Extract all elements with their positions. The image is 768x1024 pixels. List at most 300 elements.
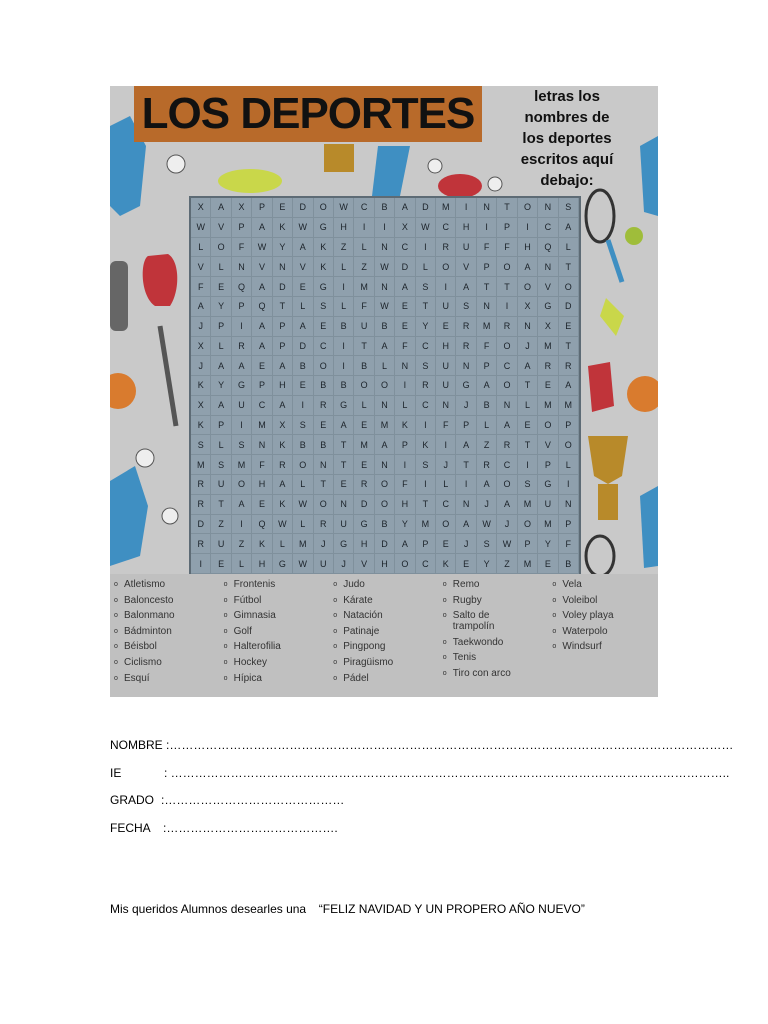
grid-cell: W	[191, 218, 211, 238]
grid-cell: N	[477, 198, 497, 218]
grid-cell: E	[518, 416, 538, 436]
grid-cell: C	[252, 396, 272, 416]
grid-cell: Z	[354, 257, 374, 277]
word-label: Ciclismo	[124, 656, 162, 668]
grid-cell: A	[559, 376, 579, 396]
grid-cell: A	[211, 396, 231, 416]
grid-cell: O	[497, 475, 517, 495]
grid-cell: P	[559, 416, 579, 436]
grid-cell: U	[436, 297, 456, 317]
grid-cell: J	[497, 515, 517, 535]
grid-cell: M	[191, 455, 211, 475]
grid-cell: R	[436, 238, 456, 258]
grid-cell: F	[252, 455, 272, 475]
grid-cell: W	[477, 515, 497, 535]
bullet-icon: o	[552, 643, 557, 651]
grid-cell: M	[538, 337, 558, 357]
grid-cell: M	[559, 396, 579, 416]
grid-cell: V	[293, 257, 313, 277]
grid-cell: E	[354, 455, 374, 475]
grid-cell: P	[273, 337, 293, 357]
word-column	[110, 574, 220, 697]
grid-cell: Y	[211, 297, 231, 317]
grid-cell: K	[191, 416, 211, 436]
grid-cell: X	[538, 317, 558, 337]
grid-cell: J	[436, 455, 456, 475]
word-list-item	[333, 579, 439, 590]
word-label: Remo	[452, 579, 480, 590]
grid-cell: E	[538, 554, 558, 574]
bag-right-icon	[640, 486, 658, 568]
grid-cell: S	[293, 416, 313, 436]
grid-cell: O	[559, 277, 579, 297]
grid-cell: D	[273, 277, 293, 297]
bullet-icon: o	[442, 581, 447, 588]
bullet-icon: o	[223, 643, 228, 651]
grid-cell: H	[354, 534, 374, 554]
grid-cell: C	[395, 238, 415, 258]
word-label: Rugby	[452, 594, 482, 606]
grid-cell: H	[334, 218, 354, 238]
grid-cell: P	[497, 218, 517, 238]
grid-cell: N	[497, 396, 517, 416]
grid-cell: Y	[477, 554, 497, 574]
word-list-item	[114, 657, 220, 668]
rugby-ball-icon	[218, 169, 282, 193]
grid-cell: I	[559, 475, 579, 495]
grid-cell: D	[416, 198, 436, 218]
grid-cell: A	[518, 257, 538, 277]
grid-cell: I	[518, 218, 538, 238]
grid-cell: L	[559, 455, 579, 475]
grid-cell: Q	[232, 277, 252, 297]
grid-cell: O	[375, 495, 395, 515]
grid-cell: J	[477, 495, 497, 515]
golf-ball-top-icon	[428, 159, 442, 173]
grid-cell: O	[293, 455, 313, 475]
grid-cell: U	[354, 317, 374, 337]
word-list-item	[224, 641, 330, 652]
grid-cell: R	[273, 455, 293, 475]
grid-cell: L	[334, 257, 354, 277]
grid-cell: B	[354, 356, 374, 376]
word-label: Natación	[343, 610, 383, 622]
grid-cell: O	[314, 356, 334, 376]
grid-cell: F	[191, 277, 211, 297]
grid-cell: I	[232, 416, 252, 436]
bullet-icon: o	[552, 612, 557, 620]
word-list	[110, 574, 658, 697]
grid-cell: G	[538, 475, 558, 495]
instruction-line: debajo:	[540, 172, 594, 189]
grid-cell: R	[232, 337, 252, 357]
grid-cell: U	[211, 534, 231, 554]
grid-cell: A	[273, 356, 293, 376]
grid-cell: N	[252, 435, 272, 455]
bullet-icon: o	[333, 612, 338, 620]
grid-cell: T	[559, 337, 579, 357]
grid-cell: O	[518, 198, 538, 218]
word-list-item	[114, 641, 220, 652]
grid-cell: O	[314, 495, 334, 515]
grid-cell: N	[314, 455, 334, 475]
word-label: Gimnasia	[233, 610, 276, 622]
grid-cell: H	[252, 475, 272, 495]
grid-cell: K	[416, 435, 436, 455]
grid-cell: D	[559, 297, 579, 317]
ie-label: IE	[110, 766, 122, 780]
grid-cell: A	[252, 337, 272, 357]
word-label: Voleibol	[562, 594, 598, 606]
grid-cell: L	[273, 534, 293, 554]
grid-cell: N	[334, 495, 354, 515]
bullet-icon: o	[442, 669, 447, 677]
grid-cell: O	[497, 257, 517, 277]
grid-cell: T	[354, 337, 374, 357]
bullet-icon: o	[223, 627, 228, 635]
grid-cell: A	[232, 495, 252, 515]
grid-cell: C	[538, 218, 558, 238]
grid-cell: A	[395, 277, 415, 297]
grid-cell: S	[559, 198, 579, 218]
word-label: Hípica	[233, 672, 262, 684]
word-list-item	[224, 673, 330, 684]
word-list-item	[443, 668, 549, 679]
grid-cell: S	[232, 435, 252, 455]
grid-cell: A	[375, 435, 395, 455]
grid-cell: A	[293, 317, 313, 337]
punching-bag-icon	[110, 261, 128, 331]
grid-cell: R	[559, 356, 579, 376]
word-label: Taekwondo	[452, 636, 504, 648]
grid-cell: E	[456, 554, 476, 574]
grid-cell: U	[456, 238, 476, 258]
grid-cell: A	[395, 534, 415, 554]
glove-right-icon	[640, 136, 658, 216]
grid-cell: T	[518, 435, 538, 455]
grid-cell: L	[395, 396, 415, 416]
instruction-line: escritos aquí	[520, 151, 614, 168]
grid-cell: E	[293, 277, 313, 297]
grid-cell: U	[436, 376, 456, 396]
word-label: Judo	[343, 579, 365, 590]
trophy-small-icon	[324, 144, 354, 172]
letter-grid	[189, 196, 581, 576]
grid-cell: C	[354, 198, 374, 218]
grid-cell: L	[293, 475, 313, 495]
nombre-label: NOMBRE	[110, 738, 163, 752]
grid-cell: N	[477, 297, 497, 317]
grid-cell: Z	[334, 238, 354, 258]
grid-cell: E	[252, 356, 272, 376]
grid-cell: D	[395, 257, 415, 277]
grid-cell: F	[497, 238, 517, 258]
grid-cell: A	[232, 356, 252, 376]
word-label: Baloncesto	[124, 594, 174, 606]
grid-cell: I	[293, 396, 313, 416]
word-list-item	[333, 657, 439, 668]
grado-field	[110, 793, 344, 807]
grid-cell: N	[375, 396, 395, 416]
word-label: Kárate	[343, 594, 373, 606]
grid-cell: Q	[538, 238, 558, 258]
grid-cell: I	[334, 356, 354, 376]
grid-cell: M	[232, 455, 252, 475]
bullet-icon: o	[552, 627, 557, 635]
grid-cell: A	[293, 238, 313, 258]
grid-cell: G	[314, 218, 334, 238]
golf-ball-icon	[167, 155, 185, 173]
grid-cell: A	[191, 297, 211, 317]
grid-cell: M	[477, 317, 497, 337]
grid-cell: P	[477, 356, 497, 376]
grid-cell: K	[395, 416, 415, 436]
grid-cell: X	[395, 218, 415, 238]
grid-cell: Y	[273, 238, 293, 258]
word-label: Vela	[562, 579, 582, 590]
grid-cell: E	[334, 475, 354, 495]
word-list-item	[224, 595, 330, 606]
grid-cell: R	[477, 455, 497, 475]
grid-cell: O	[436, 257, 456, 277]
grid-cell: U	[334, 515, 354, 535]
grid-cell: R	[538, 356, 558, 376]
grid-cell: B	[375, 317, 395, 337]
grid-cell: B	[559, 554, 579, 574]
grid-cell: B	[314, 376, 334, 396]
trophy-icon	[588, 436, 628, 484]
word-column	[220, 574, 330, 697]
grid-cell: B	[293, 356, 313, 376]
grid-cell: A	[211, 356, 231, 376]
grid-cell: F	[477, 337, 497, 357]
tennis-racket-icon	[586, 190, 614, 242]
grid-cell: V	[456, 257, 476, 277]
grid-cell: N	[456, 356, 476, 376]
grid-cell: R	[497, 317, 517, 337]
grid-cell: M	[416, 515, 436, 535]
grid-cell: V	[354, 554, 374, 574]
grid-cell: N	[232, 257, 252, 277]
grid-cell: I	[456, 475, 476, 495]
word-label: Voley playa	[562, 610, 614, 622]
grid-cell: J	[191, 356, 211, 376]
grid-cell: A	[497, 416, 517, 436]
grid-cell: H	[273, 376, 293, 396]
grid-cell: A	[477, 475, 497, 495]
grid-cell: Y	[416, 317, 436, 337]
word-list-item	[333, 626, 439, 637]
bullet-icon: o	[333, 596, 338, 604]
grid-cell: N	[456, 495, 476, 515]
grid-cell: P	[416, 534, 436, 554]
grid-cell: A	[456, 277, 476, 297]
grid-cell: Z	[232, 534, 252, 554]
word-list-item	[443, 610, 549, 632]
grid-cell: F	[354, 297, 374, 317]
grid-cell: A	[518, 356, 538, 376]
grid-cell: L	[191, 238, 211, 258]
fecha-line: :…………………………………….	[163, 821, 338, 835]
word-label: Atletismo	[124, 579, 166, 590]
word-label: Golf	[233, 625, 252, 637]
grid-cell: F	[395, 337, 415, 357]
grid-cell: I	[375, 218, 395, 238]
grid-cell: M	[436, 198, 456, 218]
grid-cell: A	[252, 277, 272, 297]
grid-cell: V	[538, 277, 558, 297]
bullet-icon: o	[552, 581, 557, 588]
grid-cell: G	[354, 515, 374, 535]
grid-cell: T	[273, 297, 293, 317]
grid-cell: F	[477, 238, 497, 258]
grid-cell: C	[436, 218, 456, 238]
grid-cell: O	[314, 198, 334, 218]
grid-cell: L	[211, 337, 231, 357]
grid-cell: M	[354, 435, 374, 455]
grid-cell: X	[232, 198, 252, 218]
grid-cell: J	[314, 534, 334, 554]
grid-cell: W	[273, 515, 293, 535]
nombre-field	[110, 738, 733, 752]
grid-cell: P	[518, 534, 538, 554]
grid-cell: T	[416, 297, 436, 317]
grid-cell: W	[252, 238, 272, 258]
holiday-message	[110, 902, 585, 916]
bullet-icon: o	[114, 674, 118, 682]
grid-cell: G	[334, 396, 354, 416]
grid-cell: L	[518, 396, 538, 416]
grid-cell: L	[375, 356, 395, 376]
grid-cell: H	[436, 337, 456, 357]
word-label: Windsurf	[562, 641, 602, 653]
fecha-field	[110, 821, 338, 835]
grid-cell: I	[518, 455, 538, 475]
word-list-item	[443, 637, 549, 648]
golf-bag-icon	[110, 466, 148, 566]
word-list-item	[224, 610, 330, 621]
grid-cell: B	[314, 435, 334, 455]
grid-cell: A	[375, 337, 395, 357]
grid-cell: R	[191, 495, 211, 515]
grid-cell: N	[395, 356, 415, 376]
grid-cell: V	[211, 218, 231, 238]
grid-cell: P	[232, 297, 252, 317]
grid-cell: O	[497, 337, 517, 357]
grid-cell: L	[436, 475, 456, 495]
word-list-item	[224, 579, 330, 590]
grid-cell: Z	[477, 435, 497, 455]
grid-cell: B	[477, 396, 497, 416]
grid-cell: R	[497, 435, 517, 455]
grid-cell: I	[334, 277, 354, 297]
grid-cell: Z	[211, 515, 231, 535]
grid-cell: E	[293, 376, 313, 396]
grid-cell: O	[354, 376, 374, 396]
grid-cell: C	[497, 356, 517, 376]
grid-cell: I	[497, 297, 517, 317]
grid-cell: X	[273, 416, 293, 436]
grid-cell: U	[538, 495, 558, 515]
grid-cell: L	[334, 297, 354, 317]
grid-cell: W	[416, 218, 436, 238]
grid-cell: C	[416, 554, 436, 574]
bullet-icon: o	[333, 643, 338, 651]
bullet-icon: o	[223, 581, 228, 588]
grid-cell: C	[497, 455, 517, 475]
grid-cell: F	[436, 416, 456, 436]
bullet-icon: o	[333, 674, 338, 682]
nombre-line: :……………………………………………………………………………………………………………………………	[166, 738, 734, 752]
word-list-item	[114, 595, 220, 606]
word-column	[439, 574, 549, 697]
grid-cell: C	[416, 396, 436, 416]
grid-cell: Q	[252, 297, 272, 317]
grid-cell: P	[395, 435, 415, 455]
grid-cell: M	[518, 554, 538, 574]
grid-cell: I	[436, 277, 456, 297]
grid-cell: I	[436, 435, 456, 455]
grid-cell: D	[354, 495, 374, 515]
grid-cell: P	[211, 317, 231, 337]
grid-cell: A	[334, 416, 354, 436]
grid-cell: M	[375, 416, 395, 436]
word-list-item	[224, 626, 330, 637]
grid-cell: T	[314, 475, 334, 495]
grid-cell: T	[456, 455, 476, 475]
grid-cell: N	[375, 455, 395, 475]
baseball-bat-icon	[160, 326, 176, 426]
grid-cell: W	[293, 554, 313, 574]
grid-cell: X	[191, 337, 211, 357]
title-banner	[134, 86, 482, 142]
grid-cell: O	[518, 277, 538, 297]
grid-cell: L	[477, 416, 497, 436]
word-list-item	[114, 626, 220, 637]
grid-cell: I	[354, 218, 374, 238]
bullet-icon: o	[114, 627, 118, 635]
grid-cell: H	[518, 238, 538, 258]
grid-cell: S	[191, 435, 211, 455]
grid-cell: B	[293, 435, 313, 455]
grid-cell: M	[293, 534, 313, 554]
grid-cell: I	[416, 475, 436, 495]
grid-cell: I	[416, 238, 436, 258]
word-label: Esquí	[124, 672, 150, 684]
grid-cell: N	[375, 277, 395, 297]
word-list-item	[333, 610, 439, 621]
grid-cell: R	[191, 534, 211, 554]
grid-cell: T	[477, 277, 497, 297]
grid-cell: I	[395, 376, 415, 396]
word-list-item	[552, 641, 658, 652]
grid-cell: O	[559, 435, 579, 455]
instruction-line: nombres de	[524, 109, 610, 126]
grid-cell: X	[518, 297, 538, 317]
word-list-item	[552, 626, 658, 637]
bullet-icon: o	[223, 596, 228, 604]
grid-cell: W	[293, 495, 313, 515]
bullet-icon: o	[223, 612, 228, 620]
word-label: Fútbol	[233, 594, 262, 606]
grid-cell: N	[273, 257, 293, 277]
word-list-item	[443, 595, 549, 606]
grid-cell: R	[354, 475, 374, 495]
word-label: Salto de trampolín	[452, 610, 495, 633]
grid-cell: U	[436, 356, 456, 376]
grid-cell: Z	[497, 554, 517, 574]
boxing-glove-icon	[143, 254, 178, 306]
